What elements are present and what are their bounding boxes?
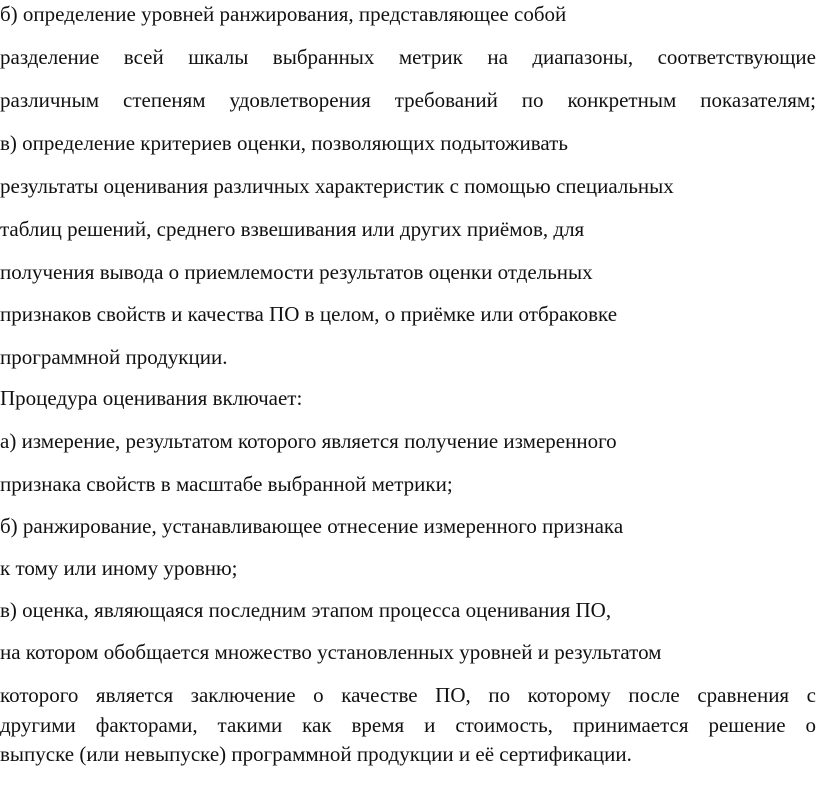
text-line-16: на котором обобщается множество установленных уровней и результатом — [0, 640, 662, 664]
text-line-18: другими факторами, такими как время и стоимость, принимается решение о — [0, 713, 816, 737]
text-line-10: Процедура оценивания включает: — [0, 386, 303, 410]
text-line-13: б) ранжирование, устанавливающее отнесение измеренного признака — [0, 514, 624, 538]
text-line-4: в) определение критериев оценки, позволяющих подытоживать — [0, 131, 568, 155]
text-line-3: различным степеням удовлетворения требований по конкретным показателям; — [0, 88, 816, 112]
text-line-14: к тому или иному уровню; — [0, 556, 238, 580]
text-line-12: признака свойств в масштабе выбранной метрики; — [0, 472, 453, 496]
text-line-15: в) оценка, являющаяся последним этапом процесса оценивания ПО, — [0, 598, 612, 622]
text-line-2: разделение всей шкалы выбранных метрик на диапазоны, соответствующие — [0, 45, 816, 69]
text-line-6: таблиц решений, среднего взвешивания или других приёмов, для — [0, 217, 585, 241]
text-line-1: б) определение уровней ранжирования, представляющее собой — [0, 2, 567, 26]
text-line-17: которого является заключение о качестве ПО, по которому после сравнения с — [0, 683, 816, 707]
text-line-7: получения вывода о приемлемости результатов оценки отдельных — [0, 260, 593, 284]
text-line-19: выпуске (или невыпуске) программной продукции и её сертификации. — [0, 742, 632, 766]
text-line-11: а) измерение, результатом которого является получение измеренного — [0, 429, 617, 453]
text-line-8: признаков свойств и качества ПО в целом, о приёмке или отбраковке — [0, 302, 618, 326]
text-line-5: результаты оценивания различных характеристик с помощью специальных — [0, 174, 674, 198]
text-line-9: программной продукции. — [0, 345, 228, 369]
